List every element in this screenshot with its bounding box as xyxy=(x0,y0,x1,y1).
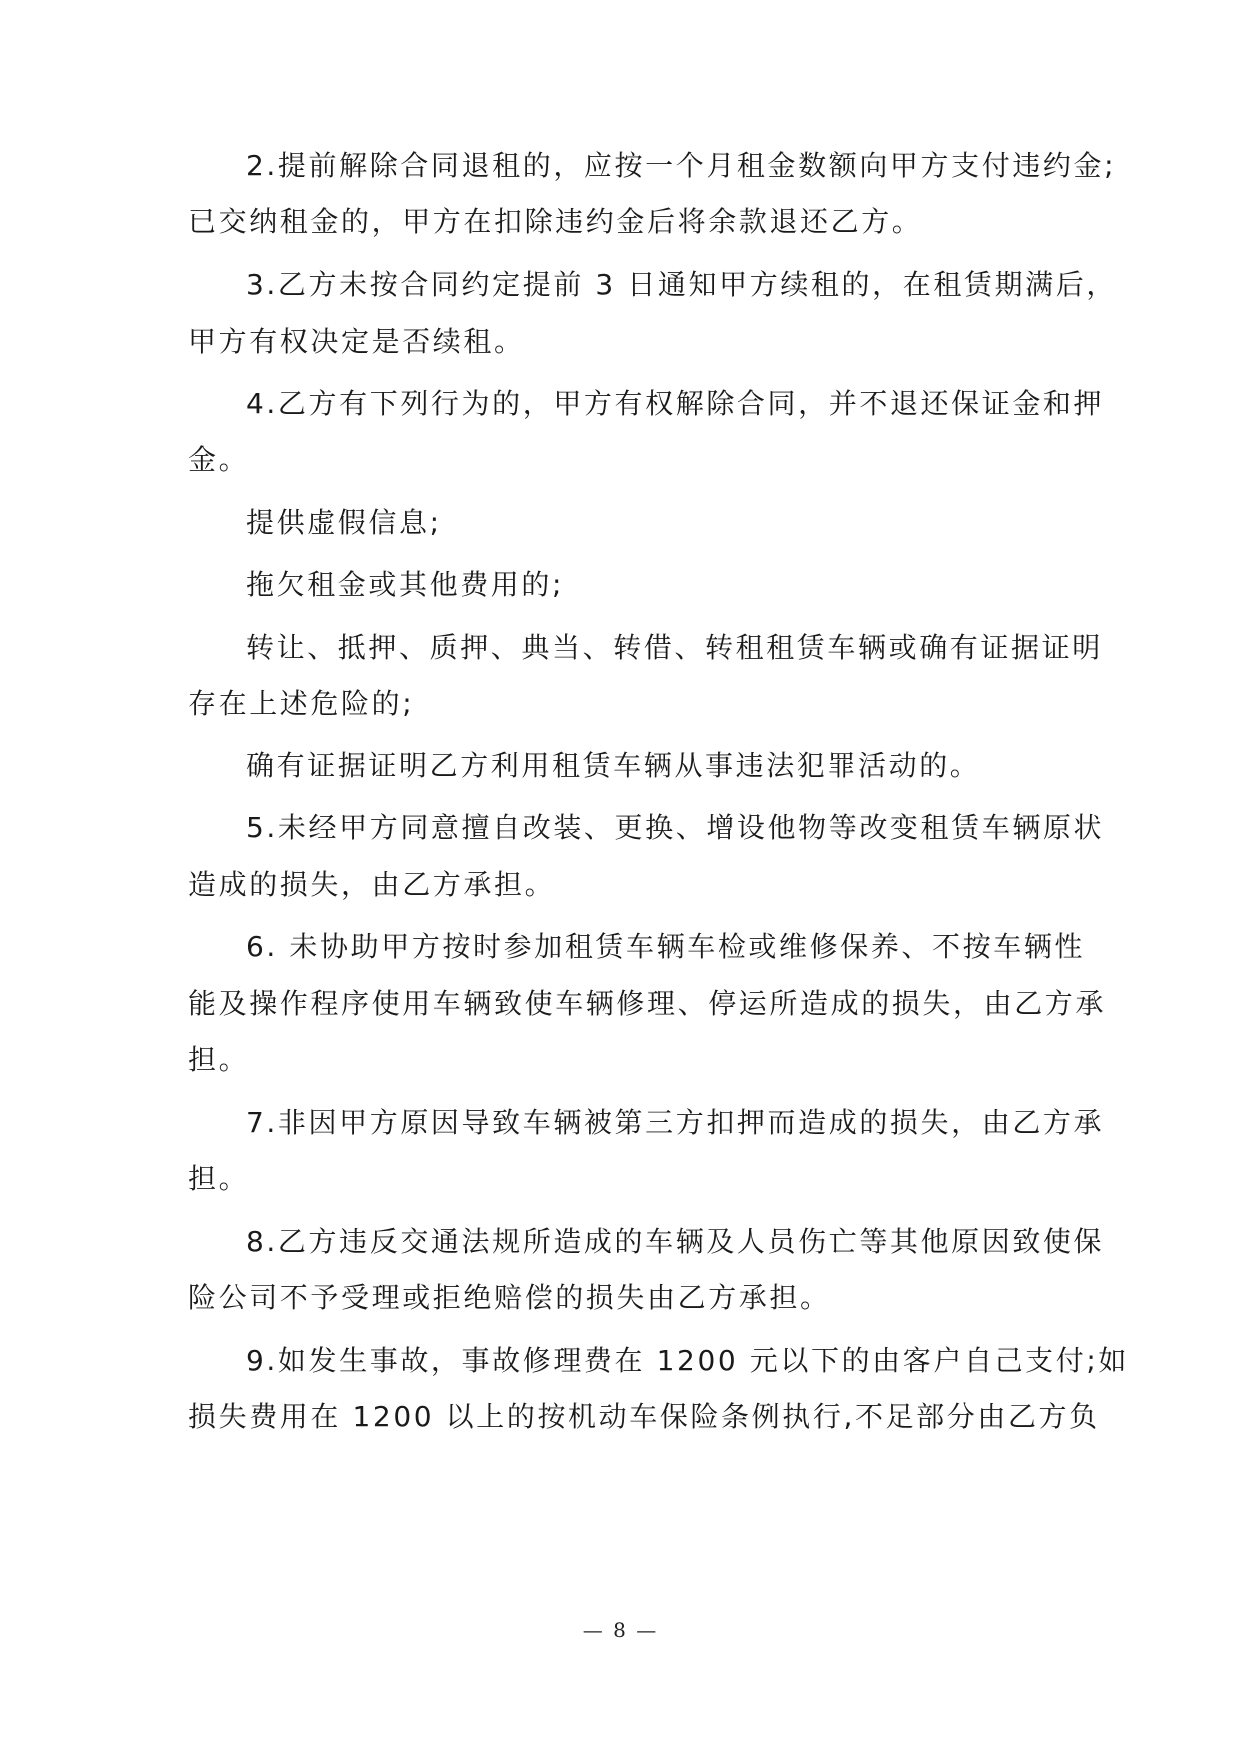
text-line: 造成的损失，由乙方承担。 xyxy=(188,868,556,901)
text-line: 能及操作程序使用车辆致使车辆修理、停运所造成的损失，由乙方承 xyxy=(188,987,1107,1020)
text-line: 损失费用在 1200 以上的按机动车保险条例执行,不足部分由乙方负 xyxy=(188,1400,1100,1433)
text-line: 8.乙方违反交通法规所造成的车辆及人员伤亡等其他原因致使保 xyxy=(246,1225,1105,1258)
text-line: 担。 xyxy=(188,1043,250,1076)
text-line: 5.未经甲方同意擅自改装、更换、增设他物等改变租赁车辆原状 xyxy=(246,811,1105,844)
text-line: 转让、抵押、质押、典当、转借、转租租赁车辆或确有证据证明 xyxy=(246,631,1103,664)
text-line: 9.如发生事故，事故修理费在 1200 元以下的由客户自己支付;如 xyxy=(246,1344,1130,1377)
text-line: 金。 xyxy=(188,443,250,476)
page-number: — 8 — xyxy=(582,1618,659,1642)
text-line: 6. 未协助甲方按时参加租赁车辆车检或维修保养、不按车辆性 xyxy=(246,930,1086,963)
text-line: 2.提前解除合同退租的，应按一个月租金数额向甲方支付违约金; xyxy=(246,149,1117,182)
text-line: 4.乙方有下列行为的，甲方有权解除合同，并不退还保证金和押 xyxy=(246,387,1105,420)
text-line: 7.非因甲方原因导致车辆被第三方扣押而造成的损失，由乙方承 xyxy=(246,1106,1105,1139)
text-line: 甲方有权决定是否续租。 xyxy=(188,325,525,358)
text-line: 险公司不予受理或拒绝赔偿的损失由乙方承担。 xyxy=(188,1281,831,1314)
text-line: 3.乙方未按合同约定提前 3 日通知甲方续租的，在租赁期满后， xyxy=(246,268,1117,301)
text-line: 担。 xyxy=(188,1162,250,1195)
text-line: 提供虚假信息; xyxy=(246,506,442,539)
text-line: 确有证据证明乙方利用租赁车辆从事违法犯罪活动的。 xyxy=(246,749,981,782)
text-line: 已交纳租金的，甲方在扣除违约金后将余款退还乙方。 xyxy=(188,205,923,238)
text-line: 拖欠租金或其他费用的; xyxy=(246,568,565,601)
text-line: 存在上述危险的; xyxy=(188,687,415,720)
